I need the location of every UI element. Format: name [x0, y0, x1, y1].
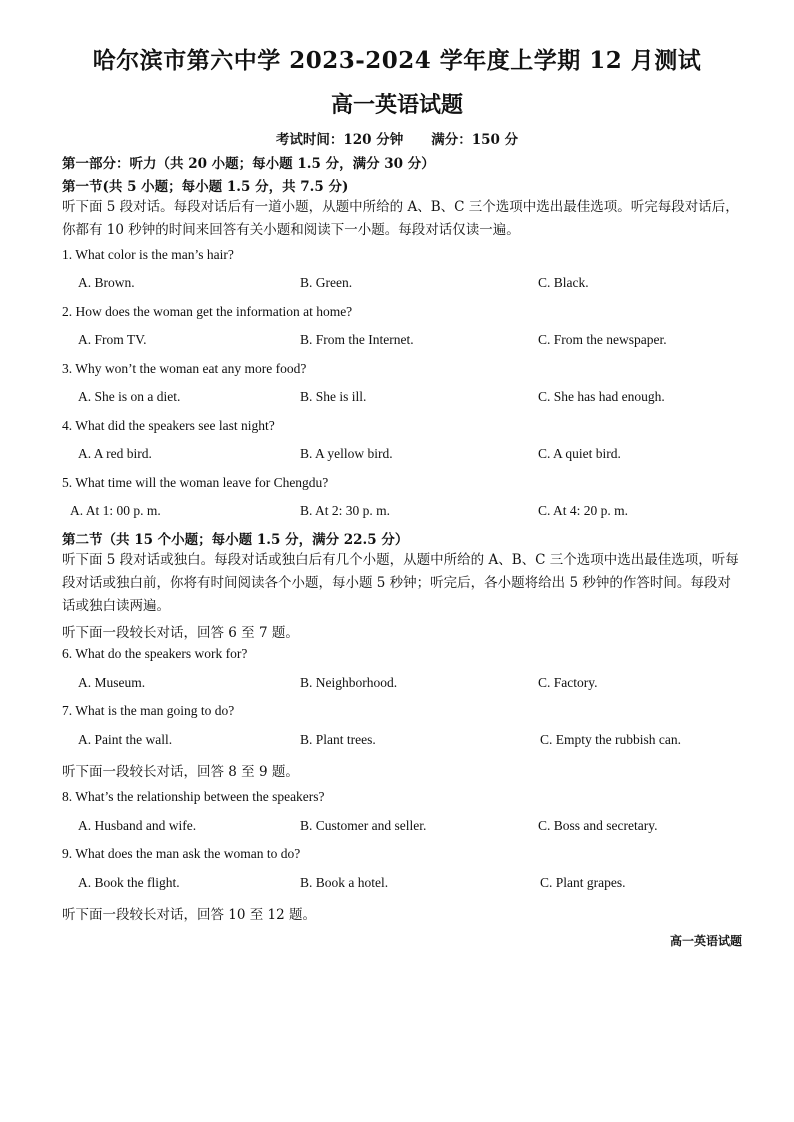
q1-option-c: C. Black. [538, 275, 589, 290]
section2-instructions: 听下面 5 段对话或独白。每段对话或独白后有几个小题，从题中所给的 A、B、C 三个选项中选出最佳选项，听每段对话或独白前，你将有时间阅读各个小题，每小题 5 秒钟；听完后，各小题将给出 5 秒钟的作答时间。每段对话或独白读两遍。 [62, 552, 739, 614]
exam-time: 考试时间：120 分钟 [275, 132, 404, 148]
page-footer: 高一英语试题 [669, 934, 742, 948]
q4-option-a: A. A red bird. [78, 446, 152, 461]
exam-subtitle: 高一英语试题 [330, 92, 463, 118]
question-4: 4. What did the speakers see last night? [62, 418, 275, 433]
q9-option-c: C. Plant grapes. [540, 875, 626, 890]
q8-option-b: B. Customer and seller. [300, 818, 427, 833]
q6-option-a: A. Museum. [78, 675, 146, 690]
question-5: 5. What time will the woman leave for Chengdu? [62, 475, 329, 490]
q3-option-a: A. She is on a diet. [78, 389, 181, 404]
q5-option-b: B. At 2: 30 p. m. [300, 503, 391, 518]
section1-heading: 第一节(共 5 小题；每小题 1.5 分，共 7.5 分) [62, 179, 349, 195]
q6-option-c: C. Factory. [538, 675, 598, 690]
q3-option-b: B. She is ill. [300, 389, 367, 404]
q8-option-a: A. Husband and wife. [78, 818, 197, 833]
q4-option-c: C. A quiet bird. [538, 446, 621, 461]
part1-heading: 第一部分：听力（共 20 小题；每小题 1.5 分，满分 30 分） [62, 156, 435, 172]
question-1: 1. What color is the man’s hair? [62, 247, 234, 262]
question-6: 6. What do the speakers work for? [62, 646, 248, 661]
section2-heading: 第二节（共 15 个小题；每小题 1.5 分，满分 22.5 分） [62, 532, 409, 548]
q3-option-c: C. She has had enough. [538, 389, 665, 404]
note-10-12: 听下面一段较长对话，回答 10 至 12 题。 [62, 907, 317, 923]
q9-option-a: A. Book the flight. [78, 875, 180, 890]
q7-option-c: C. Empty the rubbish can. [540, 732, 681, 747]
section1-instructions: 听下面 5 段对话。每段对话后有一道小题，从题中所给的 A、B、C 三个选项中选出最佳选项。听完每段对话后，你都有 10 秒钟的时间来回答有关小题和阅读下一小题。每段对话仅读一遍。 [62, 199, 739, 238]
q4-option-b: B. A yellow bird. [300, 446, 393, 461]
q2-option-c: C. From the newspaper. [538, 332, 667, 347]
q6-option-b: B. Neighborhood. [300, 675, 398, 690]
q1-option-b: B. Green. [300, 275, 353, 290]
note-8-9: 听下面一段较长对话，回答 8 至 9 题。 [62, 764, 299, 780]
q7-option-b: B. Plant trees. [300, 732, 376, 747]
question-2: 2. How does the woman get the information at home? [62, 304, 353, 319]
note-6-7: 听下面一段较长对话，回答 6 至 7 题。 [62, 625, 299, 641]
exam-meta [0, 128, 794, 148]
q2-option-b: B. From the Internet. [300, 332, 414, 347]
q2-option-a: A. From TV. [78, 332, 147, 347]
exam-title: 哈尔滨市第六中学 2023-2024 学年度上学期 12 月测试 [92, 47, 702, 74]
question-3: 3. Why won’t the woman eat any more food? [62, 361, 307, 376]
q7-option-a: A. Paint the wall. [78, 732, 173, 747]
question-8: 8. What’s the relationship between the speakers? [62, 789, 325, 804]
question-7: 7. What is the man going to do? [62, 703, 235, 718]
q5-option-a: A. At 1: 00 p. m. [70, 503, 161, 518]
exam-score: 满分：150 分 [431, 132, 519, 148]
q9-option-b: B. Book a hotel. [300, 875, 389, 890]
q5-option-c: C. At 4: 20 p. m. [538, 503, 629, 518]
q1-option-a: A. Brown. [78, 275, 135, 290]
question-9: 9. What does the man ask the woman to do? [62, 846, 301, 861]
q8-option-c: C. Boss and secretary. [538, 818, 658, 833]
